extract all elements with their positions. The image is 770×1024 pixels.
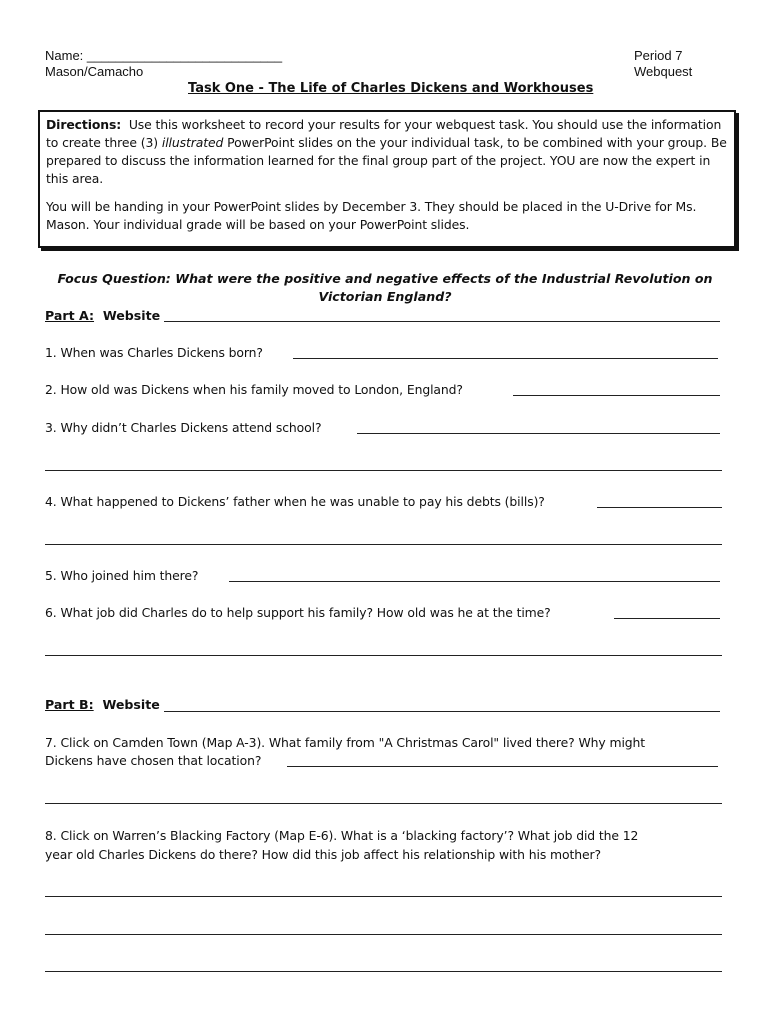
answer-line-6[interactable]: [614, 618, 720, 619]
question-3: 3. Why didn’t Charles Dickens attend school?: [45, 420, 322, 435]
teacher-names: Mason/Camacho: [45, 64, 144, 79]
answer-line-4[interactable]: [597, 507, 722, 508]
focus-question: Focus Question: What were the positive and negative effects of the Industrial Revolution on Victorian England?: [57, 271, 713, 304]
directions-text: [46, 116, 728, 244]
answer-line-1[interactable]: [293, 358, 718, 359]
part-b-heading: [45, 697, 160, 712]
answer-line-7b[interactable]: [45, 803, 722, 804]
part-b-website-label: Website: [102, 697, 160, 712]
directions-box: [38, 110, 736, 248]
question-8-line-1: 8. Click on Warren’s Blacking Factory (Map E-6). What is a ‘blacking factory’? What job did the 12: [45, 828, 639, 843]
question-8-line-2: year old Charles Dickens do there? How did this job affect his relationship with his mother?: [45, 847, 601, 862]
answer-line-7[interactable]: [287, 766, 718, 767]
directions-paragraph-1a: Use this worksheet to record your results for your webquest task. You should use the information to create three (3): [46, 117, 722, 150]
answer-line-2[interactable]: [513, 395, 720, 396]
answer-line-3[interactable]: [357, 433, 720, 434]
part-b-label: Part B:: [45, 697, 94, 712]
answer-line-8c[interactable]: [45, 971, 722, 972]
part-b-website-answer-line[interactable]: [164, 711, 720, 712]
answer-line-5[interactable]: [229, 581, 720, 582]
answer-line-6b[interactable]: [45, 655, 722, 656]
name-field-label: Name: ___________________________: [45, 48, 283, 63]
answer-line-3b[interactable]: [45, 470, 722, 471]
directions-paragraph-1b: PowerPoint slides on the your individual task, to be combined with your group. Be prepared to discuss the information learned for the final group part of the project. YOU are now the expert in this area.: [46, 135, 727, 186]
answer-line-8b[interactable]: [45, 934, 722, 935]
question-1: 1. When was Charles Dickens born?: [45, 345, 263, 360]
directions-italic-word: illustrated: [161, 135, 224, 150]
part-a-label: Part A:: [45, 308, 95, 323]
part-a-website-label: Website: [102, 308, 161, 323]
question-6: 6. What job did Charles do to help support his family? How old was he at the time?: [45, 605, 551, 620]
part-a-website-answer-line[interactable]: [164, 321, 720, 322]
question-7-line-1: 7. Click on Camden Town (Map A-3). What family from "A Christmas Carol" lived there? Why might: [45, 735, 646, 750]
period-label: Period 7: [634, 48, 683, 63]
question-5: 5. Who joined him there?: [45, 568, 199, 583]
directions-label: Directions:: [46, 117, 122, 132]
answer-line-8a[interactable]: [45, 896, 722, 897]
question-2: 2. How old was Dickens when his family moved to London, England?: [45, 382, 463, 397]
question-4: 4. What happened to Dickens’ father when he was unable to pay his debts (bills)?: [45, 494, 545, 509]
question-7-line-2: Dickens have chosen that location?: [45, 753, 262, 768]
part-a-heading: [45, 308, 160, 323]
assignment-type: Webquest: [634, 64, 693, 79]
answer-line-4b[interactable]: [45, 544, 722, 545]
page-title: Task One - The Life of Charles Dickens and Workhouses: [188, 81, 594, 96]
directions-paragraph-2: You will be handing in your PowerPoint slides by December 3. They should be placed in the U-Drive for Ms. Mason. Your individual grade will be based on your PowerPoint slides.: [46, 199, 697, 232]
